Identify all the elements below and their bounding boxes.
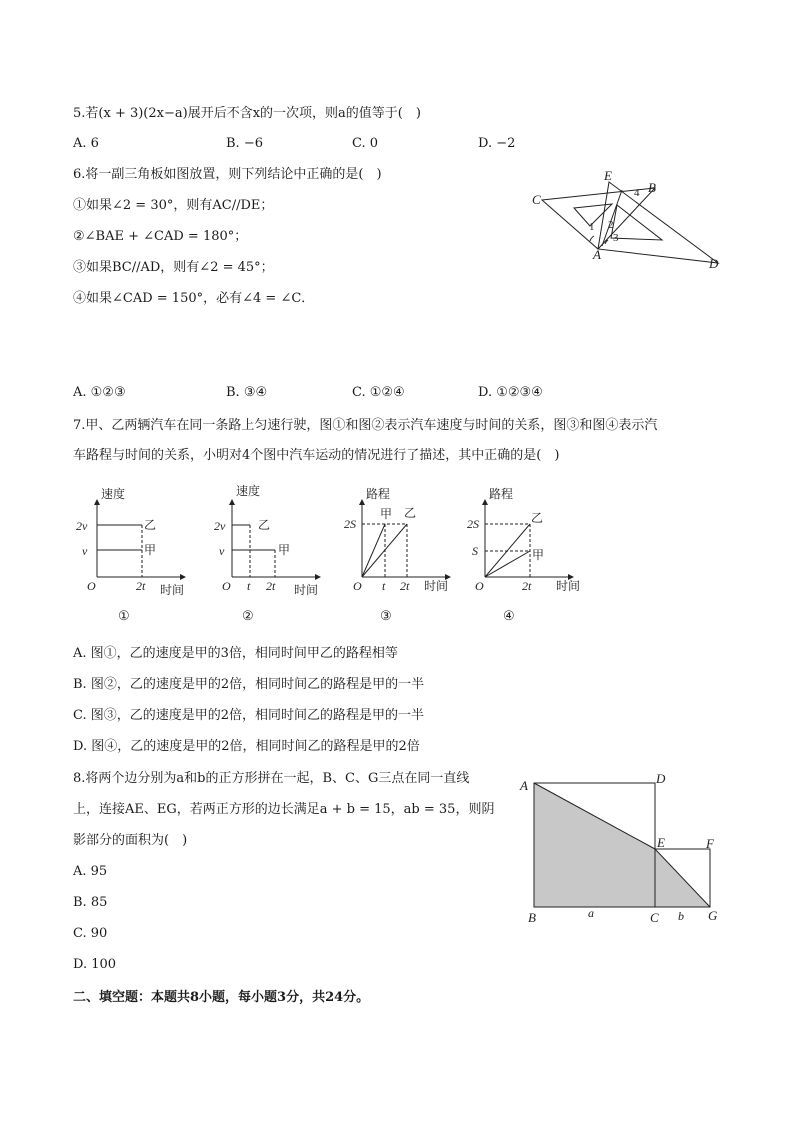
q7-option-c[interactable]: C. 图③，乙的速度是甲的2倍，相同时间乙的路程是甲的一半 — [73, 708, 425, 723]
q6-statement-4: ④如果∠CAD = 150°，必有∠4 = ∠C． — [73, 291, 315, 306]
q7-caption-2: ② — [242, 608, 254, 623]
q7-option-d[interactable]: D. 图④，乙的速度是甲的2倍，相同时间乙的路程是甲的2倍 — [73, 739, 420, 754]
q7-g2-v: v — [219, 544, 225, 558]
q7-g2-origin: O — [222, 579, 231, 593]
q7-option-b[interactable]: B. 图②，乙的速度是甲的2倍，相同时间乙的路程是甲的一半 — [73, 677, 425, 692]
q8-option-b[interactable]: B. 85 — [73, 895, 108, 910]
q6-option-c[interactable]: C. ①②④ — [352, 385, 405, 400]
q6-stem: 6.将一副三角板如图放置，则下列结论中正确的是( ) — [73, 167, 382, 182]
q7-g3-jia: 甲 — [380, 507, 393, 521]
q7-g3-2t: 2t — [400, 579, 410, 593]
q8-label-b-point: B — [528, 910, 536, 925]
q6-option-b[interactable]: B. ③④ — [226, 385, 268, 400]
q7-g1-ylabel: 速度 — [101, 487, 126, 501]
q7-g4-ylabel: 路程 — [489, 487, 514, 501]
q5-option-b[interactable]: B. −6 — [226, 136, 263, 151]
q7-g1-jia: 甲 — [144, 543, 157, 557]
q6-option-d[interactable]: D. ①②③④ — [478, 385, 543, 400]
q8-stem-line2: 上，连接AE、EG，若两正方形的边长满足a + b = 15，ab = 35，则阴 — [73, 802, 495, 817]
q7-g1-xlabel: 时间 — [160, 583, 185, 597]
q7-g3-origin: O — [353, 579, 362, 593]
q6-angle-1: 1 — [589, 221, 595, 233]
q7-g2-yi: 乙 — [258, 518, 271, 532]
q6-label-b: B — [648, 180, 656, 195]
q8-option-c[interactable]: C. 90 — [73, 926, 108, 941]
q7-g4-2t: 2t — [522, 579, 532, 593]
q8-side-a: a — [588, 906, 594, 920]
q7-caption-1: ① — [118, 608, 130, 623]
q6-statement-1: ①如果∠2 = 30°，则有AC//DE； — [73, 198, 274, 213]
q6-angle-2: 2 — [608, 219, 614, 231]
q6-option-a[interactable]: A. ①②③ — [73, 385, 126, 400]
q8-label-f: F — [706, 836, 714, 851]
q7-g3-yi: 乙 — [404, 506, 417, 520]
q7-g4-origin: O — [475, 579, 484, 593]
q6-angle-4: 4 — [634, 187, 640, 199]
q6-label-a: A — [593, 247, 601, 262]
q6-statement-2: ②∠BAE + ∠CAD = 180°； — [73, 229, 248, 244]
q8-label-c: C — [650, 910, 659, 925]
q7-stem-line2: 车路程与时间的关系，小明对4个图中汽车运动的情况进行了描述，其中正确的是( ) — [73, 448, 560, 463]
q7-g2-2v: 2v — [214, 519, 226, 533]
q7-g2-ylabel: 速度 — [236, 484, 261, 498]
q7-caption-4: ④ — [503, 608, 515, 623]
section-2-heading: 二、填空题：本题共8小题，每小题3分，共24分。 — [73, 990, 370, 1005]
q5-option-c[interactable]: C. 0 — [352, 136, 379, 151]
q7-g1-origin: O — [87, 579, 96, 593]
q7-g3-t: t — [382, 579, 386, 593]
q6-angle-3: 3 — [613, 232, 619, 244]
q7-g3-ylabel: 路程 — [366, 487, 391, 501]
q7-g4-s: S — [472, 544, 478, 558]
q7-g2-t: t — [247, 579, 251, 593]
q7-g1-v: v — [82, 544, 88, 558]
q7-g3-xlabel: 时间 — [424, 579, 449, 593]
q6-label-e: E — [604, 168, 612, 183]
q7-g4-2s: 2S — [467, 517, 479, 531]
q7-g3-2s: 2S — [344, 517, 356, 531]
q6-label-d: D — [709, 256, 719, 271]
q8-option-d[interactable]: D. 100 — [73, 957, 117, 972]
q7-g1-yi: 乙 — [144, 518, 157, 532]
q8-label-g: G — [708, 908, 718, 923]
q7-g1-2t: 2t — [136, 579, 146, 593]
q5-option-a[interactable]: A. 6 — [73, 136, 99, 151]
q7-g1-2v: 2v — [76, 519, 88, 533]
q8-side-b: b — [678, 909, 684, 923]
q8-option-a[interactable]: A. 95 — [73, 864, 108, 879]
q7-g2-2t: 2t — [266, 579, 276, 593]
q8-stem-line3: 影部分的面积为( ) — [73, 833, 188, 848]
q6-label-c: C — [532, 192, 541, 207]
q6-statement-3: ③如果BC//AD，则有∠2 = 45°； — [73, 260, 274, 275]
q8-label-a-point: A — [520, 778, 528, 793]
q7-option-a[interactable]: A. 图①，乙的速度是甲的3倍，相同时间甲乙的路程相等 — [73, 646, 398, 661]
q7-g4-xlabel: 时间 — [556, 579, 581, 593]
q7-g4-yi: 乙 — [531, 511, 544, 525]
q8-label-e: E — [657, 835, 665, 850]
q5-option-d[interactable]: D. −2 — [478, 136, 516, 151]
q7-stem-line1: 7.甲、乙两辆汽车在同一条路上匀速行驶，图①和图②表示汽车速度与时间的关系，图③和图④表示汽 — [73, 418, 658, 433]
q8-stem-line1: 8.将两个边分别为a和b的正方形拼在一起，B、C、G三点在同一直线 — [73, 771, 470, 786]
q7-caption-3: ③ — [380, 608, 392, 623]
q7-g4-jia: 甲 — [532, 548, 545, 562]
q8-label-d: D — [656, 771, 666, 786]
q5-stem: 5.若(x + 3)(2x−a)展开后不含x的一次项，则a的值等于( ) — [73, 106, 421, 121]
q8-shaded-region — [534, 783, 710, 907]
q7-g2-jia: 甲 — [278, 543, 291, 557]
q7-g2-xlabel: 时间 — [294, 583, 319, 597]
